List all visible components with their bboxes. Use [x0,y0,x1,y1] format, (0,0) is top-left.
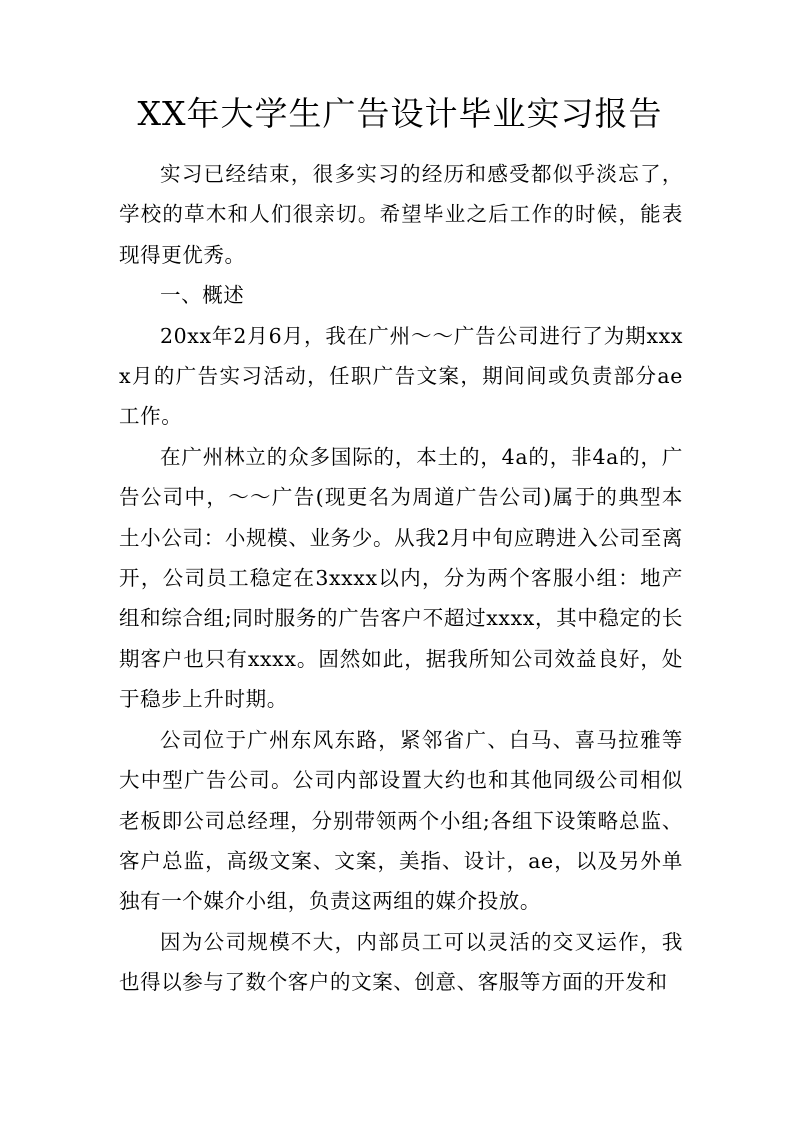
document-title: XX年大学生广告设计毕业实习报告 [137,94,663,133]
paragraph-intro: 实习已经结束，很多实习的经历和感受都似乎淡忘了，学校的草木和人们很亲切。希望毕业之后工作的时候，能表现得更优秀。 [119,162,683,267]
paragraph-internship-period: 20xx年2月6月，我在广州～～广告公司进行了为期xxxx月的广告实习活动，任职广告文案，期间间或负责部分ae工作。 [119,323,683,429]
paragraph-company-structure: 公司位于广州东风东路，紧邻省广、白马、喜马拉雅等大中型广告公司。公司内部设置大约也和其他同级公司相似老板即公司总经理，分别带领两个小组;各组下设策略总监、客户总监，高级文案、文案，美指、设计，ae，以及另外单独有一个媒介小组，负责这两组的媒介投放。 [119,727,683,914]
section-heading-overview: 一、概述 [160,283,245,308]
paragraph-company-profile: 在广州林立的众多国际的，本土的，4a的，非4a的，广告公司中，～～广告(现更名为周道广告公司)属于的典型本土小公司：小规模、业务少。从我2月中旬应聘进入公司至离开，公司员工稳定在3xxxx以内，分为两个客服小组：地产组和综合组;同时服务的广告客户不超过xxxx，其中稳定的长期客户也只有xxxx。固然如此，据我所知公司效益良好，处于稳步上升时期。 [119,444,683,712]
document-body [119,154,683,1003]
paragraph-work-scope: 因为公司规模不大，内部员工可以灵活的交叉运作，我也得以参与了数个客户的文案、创意、客服等方面的开发和 [119,929,683,995]
